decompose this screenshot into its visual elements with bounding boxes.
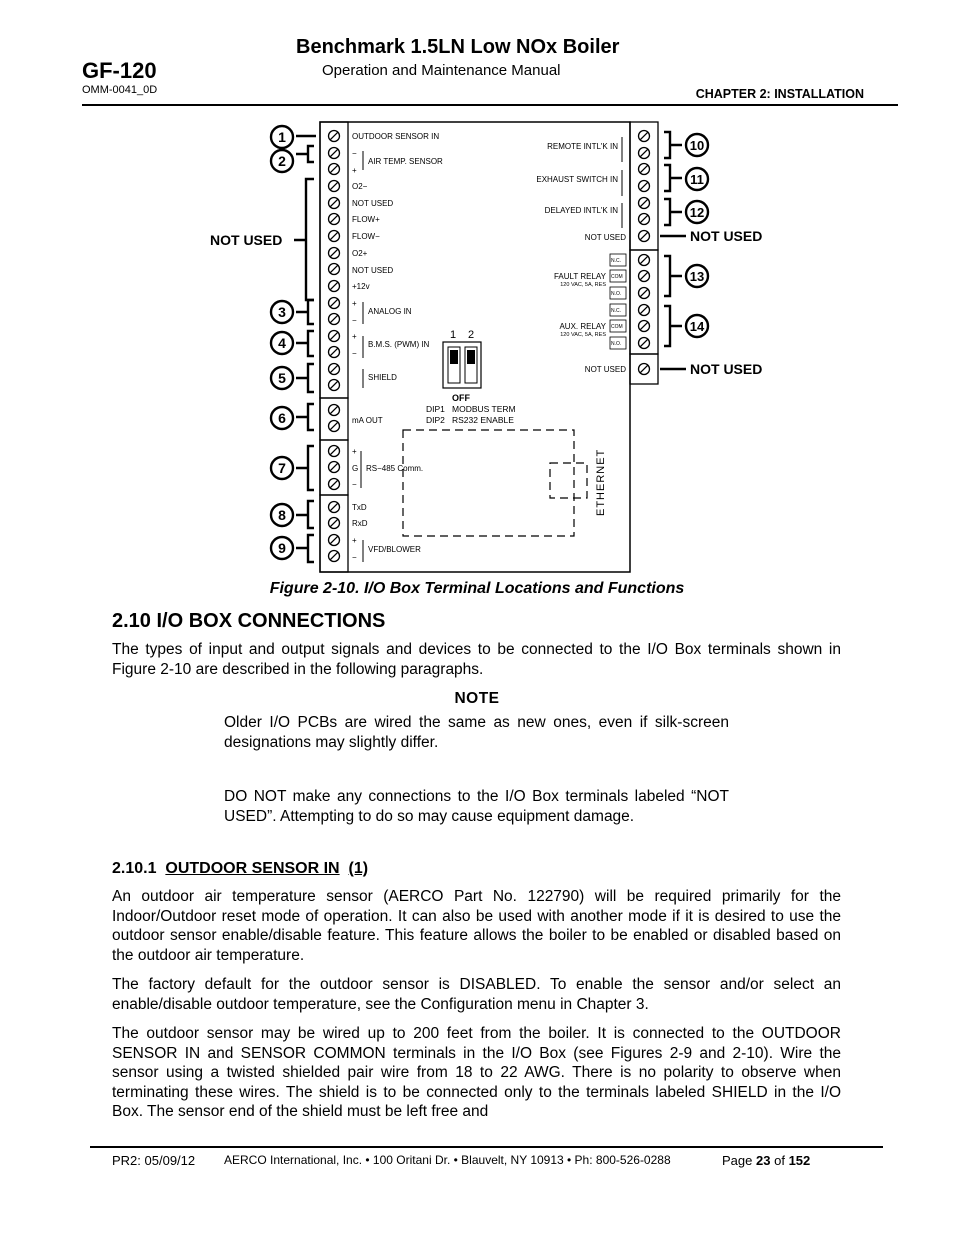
pin-com: COM	[611, 324, 623, 330]
polarity-minus: −	[352, 480, 357, 489]
label-air-temp-sensor: AIR TEMP. SENSOR	[368, 157, 443, 166]
callout-10: 10	[689, 138, 705, 153]
label-aux-relay: AUX. RELAY	[559, 322, 606, 331]
left-terminal-strip	[320, 122, 348, 572]
callout-13: 13	[689, 269, 705, 284]
polarity-plus: +	[352, 536, 357, 545]
label-vfd-blower: VFD/BLOWER	[368, 545, 421, 554]
page-number: 23	[756, 1153, 771, 1168]
subsection-heading	[112, 860, 368, 878]
label-not-used: NOT USED	[352, 199, 394, 208]
note-text-1: Older I/O PCBs are wired the same as new ones, even if silk-screen designations may slightly differ.	[224, 714, 729, 751]
document-subtitle: Operation and Maintenance Manual	[322, 62, 561, 79]
polarity-g: G	[352, 464, 359, 473]
paragraph-factory-default: The factory default for the outdoor sensor is DISABLED. To enable the sensor and/or select an enable/disable outdoor temperature, see the Configuration menu in Chapter 3.	[112, 976, 841, 1013]
dip-number-2: 2	[468, 329, 475, 341]
subsection-ref: (1)	[348, 860, 369, 877]
pin-no: N.O.	[611, 291, 622, 297]
section-intro: The types of input and output signals and devices to be connected to the I/O Box terminals shown in Figure 2-10 are described in the following paragraphs.	[112, 641, 841, 678]
subsection-title: OUTDOOR SENSOR IN	[165, 860, 340, 877]
ethernet-module	[403, 430, 587, 536]
polarity-plus: +	[352, 299, 357, 308]
label-not-used: NOT USED	[584, 365, 626, 374]
label-delayed-intlk-in: DELAYED INTL'K IN	[544, 206, 618, 215]
label-12v: +12v	[352, 282, 370, 291]
polarity-plus: +	[352, 166, 357, 175]
label-txd: TxD	[352, 503, 367, 512]
callout-2: 2	[278, 153, 286, 169]
callout-1: 1	[278, 129, 286, 145]
label-not-used: NOT USED	[352, 266, 394, 275]
callout-12: 12	[689, 205, 705, 220]
callout-not-used-right-2: NOT USED	[690, 361, 763, 377]
callout-11: 11	[690, 172, 704, 187]
callout-4: 4	[278, 335, 286, 351]
doc-number: OMM-0041_0D	[82, 84, 158, 96]
note-text-2: DO NOT make any connections to the I/O Box terminals labeled “NOT USED”. Attempting to do so may cause equipment damage.	[224, 788, 729, 825]
callout-7: 7	[278, 460, 286, 476]
label-exhaust-switch-in: EXHAUST SWITCH IN	[536, 175, 618, 184]
paragraph-outdoor-sensor: An outdoor air temperature sensor (AERCO Part No. 122790) will be required primarily for the Indoor/Outdoor reset mode of operation. It can also be used with another mode if it is desired to use the outdoor sensor enable/disable feature. This feature allows the boiler to be enabled or disabled based on the outdoor air temperature.	[112, 888, 841, 964]
pin-no: N.O.	[611, 341, 622, 347]
model-number: GF-120	[82, 58, 157, 83]
label-rxd: RxD	[352, 519, 368, 528]
polarity-minus: −	[352, 349, 357, 358]
left-callout-brackets	[294, 136, 316, 562]
footer-page	[722, 1153, 810, 1168]
relay-pin-boxes	[610, 254, 626, 349]
header-rule	[82, 104, 898, 106]
right-callout-brackets	[660, 132, 686, 369]
callout-not-used-right-1: NOT USED	[690, 228, 763, 244]
label-fault-relay-rating: 120 VAC, 5A, RES	[560, 282, 606, 288]
label-shield: SHIELD	[368, 373, 397, 382]
document-title: Benchmark 1.5LN Low NOx Boiler	[296, 36, 620, 58]
label-o2-minus: O2−	[352, 182, 368, 191]
label-remote-intlk-in: REMOTE INTL'K IN	[547, 142, 618, 151]
label-brackets	[361, 137, 622, 562]
label-aux-relay-rating: 120 VAC, 5A, RES	[560, 332, 606, 338]
ethernet-label: ETHERNET	[595, 448, 607, 516]
right-terminal-strip	[630, 122, 658, 384]
page-prefix: Page	[722, 1153, 753, 1168]
label-fault-relay: FAULT RELAY	[553, 272, 606, 281]
pin-nc: N.C.	[611, 258, 621, 264]
callout-not-used-left: NOT USED	[210, 232, 283, 248]
note-heading: NOTE	[454, 690, 500, 707]
callout-9: 9	[278, 540, 286, 556]
label-ma-out: mA OUT	[352, 416, 383, 425]
label-not-used: NOT USED	[584, 233, 626, 242]
dip-off-label: OFF	[452, 393, 470, 403]
figure-caption: Figure 2-10. I/O Box Terminal Locations and Functions	[269, 580, 685, 597]
pin-com: COM	[611, 274, 623, 280]
dip-number-1: 1	[450, 329, 457, 341]
subsection-number: 2.10.1	[112, 860, 157, 877]
dip-switch	[426, 329, 516, 425]
dip1-function: MODBUS TERM	[452, 404, 516, 414]
dip2-function: RS232 ENABLE	[452, 415, 514, 425]
dip1-label: DIP1	[426, 404, 445, 414]
pin-nc: N.C.	[611, 308, 621, 314]
label-flow-minus: FLOW−	[352, 232, 380, 241]
polarity-minus: −	[352, 316, 357, 325]
page-total: 152	[788, 1153, 811, 1168]
polarity-plus: +	[352, 447, 357, 456]
polarity-plus: +	[352, 332, 357, 341]
paragraph-wiring: The outdoor sensor may be wired up to 200 feet from the boiler. It is connected to the OUTDOOR SENSOR IN and SENSOR COMMON terminals in the I/O Box (see Figures 2-9 and 2-10). Wire the sensor using a twisted shielded pair wire from 18 to 22 AWG. There is no polarity to observe when terminating these wires. The shield is to be connected only to the terminals labeled SHIELD in the I/O Box. The sensor end of the shield must be left free and	[112, 1025, 841, 1120]
label-rs485: RS−485 Comm.	[366, 464, 424, 473]
label-outdoor-sensor-in: OUTDOOR SENSOR IN	[352, 132, 440, 141]
callout-14: 14	[689, 319, 705, 334]
callout-8: 8	[278, 507, 286, 523]
label-bms-pwm-in: B.M.S. (PWM) IN	[368, 340, 430, 349]
footer-rule	[90, 1146, 883, 1148]
io-box-diagram	[200, 118, 780, 574]
label-flow-plus: FLOW+	[352, 215, 380, 224]
label-analog-in: ANALOG IN	[368, 307, 412, 316]
callout-3: 3	[278, 304, 286, 320]
polarity-minus: −	[352, 149, 357, 158]
footer-revision: PR2: 05/09/12	[112, 1153, 196, 1168]
label-o2-plus: O2+	[352, 249, 368, 258]
dip2-label: DIP2	[426, 415, 445, 425]
section-heading: 2.10 I/O BOX CONNECTIONS	[112, 610, 386, 632]
callout-6: 6	[278, 410, 286, 426]
callout-5: 5	[278, 370, 286, 386]
page-of: of	[774, 1153, 785, 1168]
polarity-minus: −	[352, 553, 357, 562]
footer-company: AERCO International, Inc. • 100 Oritani Dr. • Blauvelt, NY 10913 • Ph: 800-526-0288	[224, 1153, 671, 1167]
chapter-label: CHAPTER 2: INSTALLATION	[695, 87, 864, 101]
